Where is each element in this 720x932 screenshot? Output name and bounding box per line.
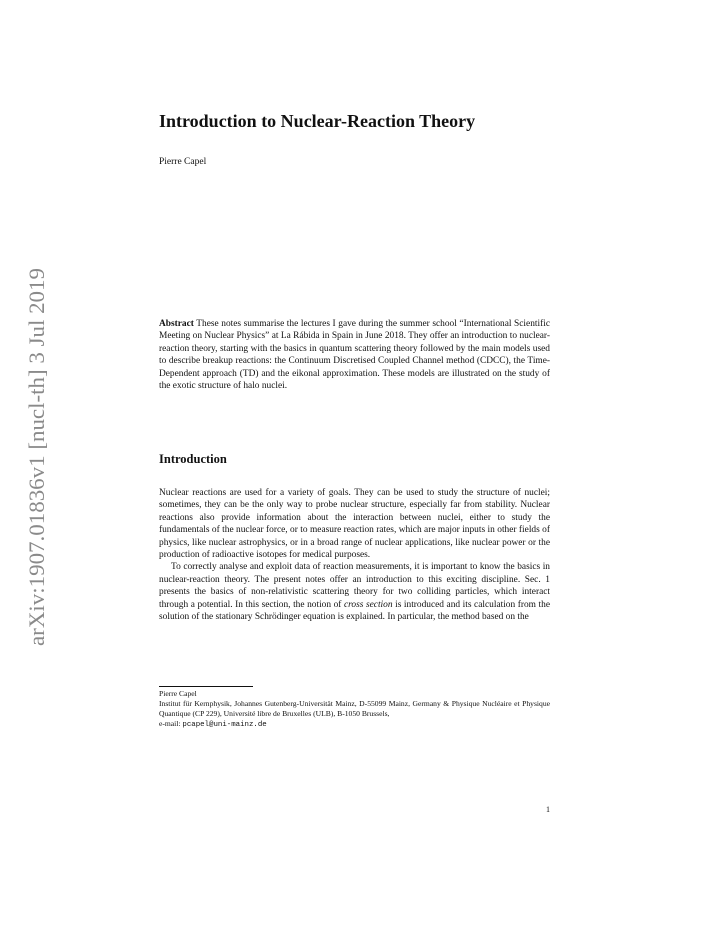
page-number: 1 [546, 805, 550, 814]
paragraph-2-text-start: To correctly analyse and exploit data of reaction measurements, it is important to know the basics in nuclear-reaction theory. The present notes offer an introduction to this exciting discipline. Sec. 1 presents the basics of non-relativistic scattering theory for two colliding particles, which interact through a potential. In this section, the notion of [159, 562, 550, 610]
abstract-text: These notes summarise the lectures I gave during the summer school “International Scientific Meeting on Nuclear Physics” at La Rábida in Spain in June 2018. They offer an introduction to nuclear-reaction theory, starting with the basics in quantum scattering theory followed by the main models used to describe breakup reactions: the Continuum Discretised Coupled Channel method (CDCC), the Time-Dependent approach (TD) and the eikonal approximation. These models are illustrated on the study of the exotic structure of halo nuclei. [159, 319, 550, 392]
section-heading-introduction: Introduction [159, 452, 227, 466]
author-footnote [159, 689, 550, 730]
paragraph-2-text-end: is introduced and its calculation from the solution of the stationary Schrödinger equation is explained. In particular, the method based on the [159, 599, 550, 623]
introduction-paragraph-2 [159, 561, 550, 623]
footnote-rule [159, 686, 253, 687]
emphasis-cross-section: cross section [343, 599, 393, 610]
introduction-body [159, 487, 550, 623]
introduction-paragraph-1: Nuclear reactions are used for a variety of goals. They can be used to study the structure of nuclei; sometimes, they can be the only way to probe nuclear structure, especially far from stability. Nuclear reactions also provide information about the interaction between nuclei, either to study the fundamentals of the nuclear force, or to measure reaction rates, which are major inputs in other fields of physics, like nuclear astrophysics, or in a broad range of nuclear applications, like nuclear power or the production of radioactive isotopes for medical purposes. [159, 488, 550, 561]
author-name: Pierre Capel [159, 157, 207, 167]
email-address[interactable]: pcapel@uni-mainz.de [182, 721, 267, 729]
footnote-author-name: Pierre Capel [159, 689, 197, 698]
arxiv-stamp [14, 266, 54, 646]
email-label: e-mail: [159, 719, 181, 728]
arxiv-identifier: arXiv:1907.01836v1 [nucl-th] 3 Jul 2019 [24, 283, 49, 646]
abstract-label: Abstract [159, 319, 194, 329]
abstract [159, 318, 550, 392]
footnote-affiliation: Institut für Kernphysik, Johannes Gutenberg-Universität Mainz, D-55099 Mainz, Germany & Physique Nucléaire et Physique Quantique (CP 229), Université libre de Bruxelles (ULB), B-1050 Brussels, [159, 699, 550, 718]
paper-title: Introduction to Nuclear-Reaction Theory [159, 111, 476, 131]
footnote-email-line [159, 719, 550, 730]
